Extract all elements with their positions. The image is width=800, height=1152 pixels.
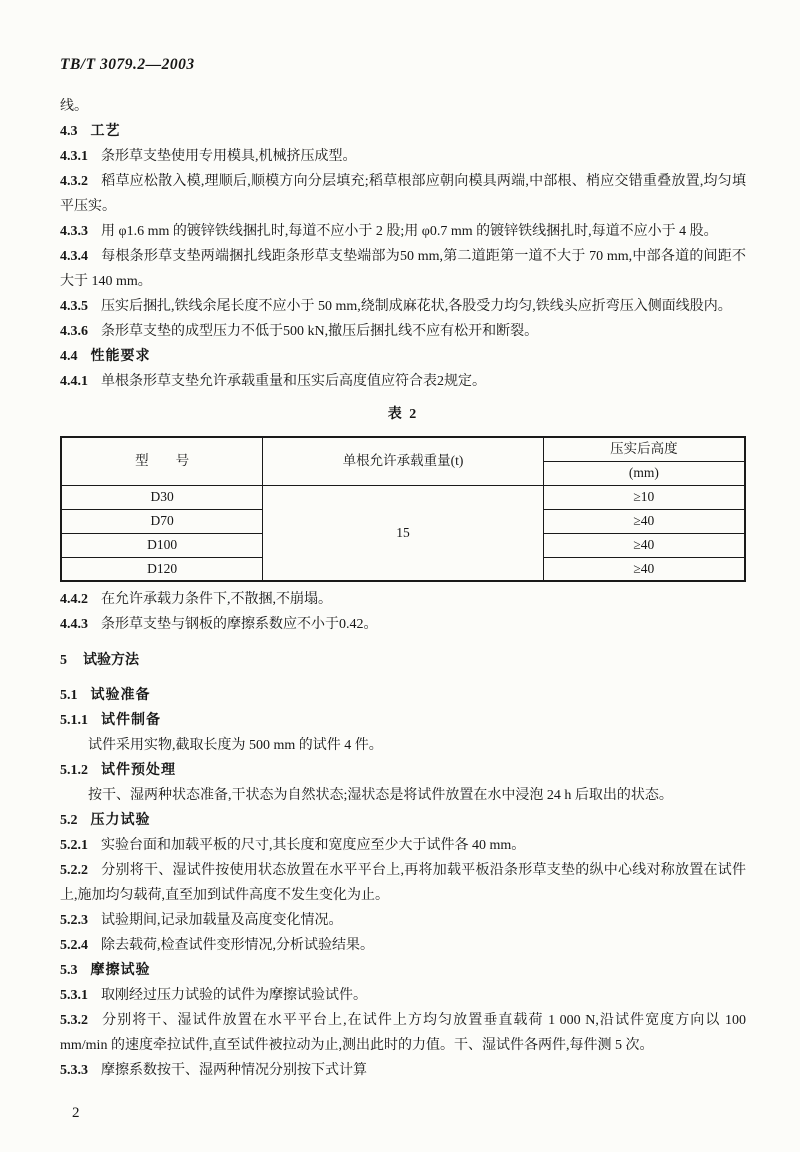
clause-text: 条形草支垫与钢板的摩擦系数应不小于0.42。	[101, 617, 378, 632]
clause-4-3-1	[60, 144, 746, 169]
clause-4-3-3	[60, 219, 746, 244]
clause-text: 分别将干、湿试件放置在水平平台上,在试件上方均匀放置垂直载荷 1 000 N,沿试件宽度方向以 100 mm/min 的速度牵拉试件,直至试件被拉动为止,测出此时的力值。干、湿试件各两件,每件测 5 次。	[60, 1013, 746, 1053]
cell-model: D100	[61, 533, 263, 557]
col-header-load: 单根允许承载重量(t)	[263, 437, 543, 485]
clause-5-2-2	[60, 858, 746, 908]
clause-5-3-1	[60, 983, 746, 1008]
clause-text: 压实后捆扎,铁线余尾长度不应小于 50 mm,绕制成麻花状,各股受力均匀,铁线头应折弯压入侧面线股内。	[101, 299, 732, 314]
table-caption: 表 2	[387, 407, 419, 422]
clause-text: 分别将干、湿试件按使用状态放置在水平平台上,再将加载平板沿条形草支垫的纵中心线对称放置在试件上,施加均匀载荷,直至加到试件高度不发生变化为止。	[60, 863, 746, 903]
col-header-height-line1: 压实后高度	[543, 437, 745, 461]
clause-text: 取刚经过压力试验的试件为摩擦试验试件。	[101, 988, 367, 1003]
clause-5-3-2	[60, 1008, 746, 1058]
clause-number: 5.3.1	[60, 988, 88, 1003]
paragraph-continuation	[60, 94, 746, 119]
body-paragraph	[60, 733, 746, 758]
section-4-4	[60, 344, 746, 369]
clause-4-3-2	[60, 169, 746, 219]
chapter-title: 试验方法	[83, 653, 139, 668]
section-title: 工艺	[90, 124, 121, 139]
clause-5-3-3	[60, 1058, 746, 1083]
col-header-model: 型 号	[61, 437, 263, 485]
section-4-3	[60, 119, 746, 144]
clause-number: 4.3.4	[60, 249, 88, 264]
section-title: 摩擦试验	[90, 963, 151, 978]
clause-number: 5.3.2	[60, 1013, 88, 1028]
clause-text: 每根条形草支垫两端捆扎线距条形草支垫端部为50 mm,第二道距第一道不大于 70 mm,中部各道的间距不大于 140 mm。	[60, 249, 746, 289]
clause-4-4-2	[60, 587, 746, 612]
paragraph-text: 按干、湿两种状态准备,干状态为自然状态;湿状态是将试件放置在水中浸泡 24 h 后取出的状态。	[88, 788, 673, 803]
clause-number: 5.3.3	[60, 1063, 88, 1078]
clause-text: 条形草支垫的成型压力不低于500 kN,撤压后捆扎线不应有松开和断裂。	[101, 324, 539, 339]
section-number: 5.1.1	[60, 713, 88, 728]
section-title: 试件预处理	[101, 763, 176, 778]
cell-load-merged: 15	[263, 485, 543, 581]
clause-number: 5.2.4	[60, 938, 88, 953]
section-5-1	[60, 683, 746, 708]
section-number: 5.1.2	[60, 763, 88, 778]
table-header-row	[61, 437, 745, 461]
clause-4-3-4	[60, 244, 746, 294]
chapter-number: 5	[60, 653, 67, 668]
clause-text: 稻草应松散入模,理顺后,顺模方向分层填充;稻草根部应朝向模具两端,中部根、梢应交错重叠放置,均匀填平压实。	[60, 174, 746, 214]
section-number: 4.3	[60, 124, 78, 139]
chapter-5	[60, 648, 746, 673]
section-number: 5.3	[60, 963, 78, 978]
section-title: 性能要求	[90, 349, 151, 364]
clause-number: 4.4.3	[60, 617, 88, 632]
clause-text: 实验台面和加载平板的尺寸,其长度和宽度应至少大于试件各 40 mm。	[101, 838, 526, 853]
clause-text: 摩擦系数按干、湿两种情况分别按下式计算	[101, 1063, 367, 1078]
clause-5-2-4	[60, 933, 746, 958]
paragraph-text: 线。	[60, 99, 88, 114]
clause-number: 4.4.2	[60, 592, 88, 607]
cell-height: ≥40	[543, 533, 745, 557]
cell-height: ≥40	[543, 557, 745, 581]
table-row	[61, 485, 745, 509]
table-2	[60, 436, 746, 582]
clause-number: 4.3.2	[60, 174, 88, 189]
clause-4-3-5	[60, 294, 746, 319]
section-title: 试验准备	[90, 688, 151, 703]
clause-text: 在允许承载力条件下,不散捆,不崩塌。	[101, 592, 332, 607]
body-paragraph	[60, 783, 746, 808]
clause-4-3-6	[60, 319, 746, 344]
section-number: 5.2	[60, 813, 78, 828]
section-5-1-2	[60, 758, 746, 783]
clause-number: 4.3.1	[60, 149, 88, 164]
section-title: 压力试验	[90, 813, 151, 828]
col-header-height-line2: (mm)	[543, 461, 745, 485]
clause-number: 4.3.5	[60, 299, 88, 314]
clause-4-4-1	[60, 369, 746, 394]
clause-number: 5.2.3	[60, 913, 88, 928]
document-body	[60, 94, 746, 1083]
clause-number: 4.3.3	[60, 224, 88, 239]
clause-number: 5.2.2	[60, 863, 88, 878]
cell-model: D70	[61, 509, 263, 533]
section-number: 5.1	[60, 688, 78, 703]
clause-text: 除去载荷,检查试件变形情况,分析试验结果。	[101, 938, 374, 953]
cell-height: ≥40	[543, 509, 745, 533]
page-number: 2	[72, 1105, 80, 1121]
clause-text: 条形草支垫使用专用模具,机械挤压成型。	[101, 149, 357, 164]
section-5-2	[60, 808, 746, 833]
clause-5-2-1	[60, 833, 746, 858]
cell-height: ≥10	[543, 485, 745, 509]
section-5-1-1	[60, 708, 746, 733]
doc-number: TB/T 3079.2—2003	[60, 56, 195, 73]
cell-model: D30	[61, 485, 263, 509]
clause-text: 单根条形草支垫允许承载重量和压实后高度值应符合表2规定。	[101, 374, 486, 389]
clause-number: 4.4.1	[60, 374, 88, 389]
clause-number: 4.3.6	[60, 324, 88, 339]
section-5-3	[60, 958, 746, 983]
clause-4-4-3	[60, 612, 746, 637]
paragraph-text: 试件采用实物,截取长度为 500 mm 的试件 4 件。	[88, 738, 383, 753]
clause-text: 试验期间,记录加载量及高度变化情况。	[101, 913, 343, 928]
section-title: 试件制备	[101, 713, 161, 728]
clause-number: 5.2.1	[60, 838, 88, 853]
cell-model: D120	[61, 557, 263, 581]
clause-text: 用 φ1.6 mm 的镀锌铁线捆扎时,每道不应小于 2 股;用 φ0.7 mm 的镀锌铁线捆扎时,每道不应小于 4 股。	[101, 224, 718, 239]
section-number: 4.4	[60, 349, 78, 364]
clause-5-2-3	[60, 908, 746, 933]
table-2-block	[60, 402, 746, 582]
